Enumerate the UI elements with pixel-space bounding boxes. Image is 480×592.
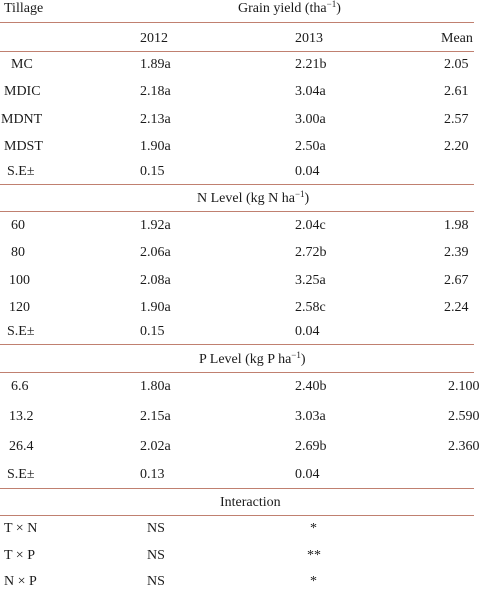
row-label: 13.2 — [9, 409, 34, 424]
value-2012: 0.13 — [140, 467, 165, 482]
value-mean: 2.24 — [444, 300, 469, 315]
tillage-column-header: Tillage — [4, 1, 44, 16]
n-level-title — [197, 190, 309, 208]
year-2013-header: 2013 — [295, 31, 323, 46]
value-2013: 3.04a — [295, 84, 326, 99]
value-mean: 2.20 — [444, 139, 469, 154]
section-divider — [0, 211, 474, 212]
value-2012: 2.13a — [140, 112, 171, 127]
years-divider — [0, 51, 474, 52]
grain-yield-text: Grain yield (tha — [238, 1, 327, 16]
p-level-close-paren: ) — [300, 352, 306, 367]
row-label: 120 — [9, 300, 30, 315]
value-2013: 2.58c — [295, 300, 326, 315]
row-label: 80 — [11, 245, 25, 260]
header-divider — [0, 22, 474, 23]
value-mean: 2.67 — [444, 273, 469, 288]
section-divider — [0, 372, 474, 373]
value-2013: 0.04 — [295, 164, 320, 179]
value-2012: NS — [147, 574, 165, 589]
row-label: MDIC — [4, 84, 41, 99]
row-label: 26.4 — [9, 439, 34, 454]
value-2013: 3.25a — [295, 273, 326, 288]
p-level-unit-exponent: −1 — [291, 350, 301, 360]
value-2013: 0.04 — [295, 467, 320, 482]
p-level-text: P Level (kg P ha — [199, 352, 292, 367]
value-2013: ** — [307, 548, 321, 563]
value-2012: 0.15 — [140, 324, 165, 339]
grain-yield-unit-exponent: −1 — [326, 0, 337, 9]
value-2013: 2.40b — [295, 379, 327, 394]
section-divider — [0, 515, 474, 516]
value-2013: 2.21b — [295, 57, 327, 72]
row-label: 60 — [11, 218, 25, 233]
year-2012-header: 2012 — [140, 31, 168, 46]
value-mean: 1.98 — [444, 218, 469, 233]
section-divider — [0, 344, 474, 345]
value-2012: 1.90a — [140, 139, 171, 154]
interaction-title: Interaction — [220, 495, 281, 510]
value-2012: 2.08a — [140, 273, 171, 288]
value-2012: 1.80a — [140, 379, 171, 394]
row-label: 100 — [9, 273, 30, 288]
row-label: T × N — [4, 521, 38, 536]
value-2013: 2.72b — [295, 245, 327, 260]
value-2012: 1.90a — [140, 300, 171, 315]
row-label: S.E± — [7, 467, 35, 482]
value-mean: 2.100 — [448, 379, 480, 394]
grain-yield-header — [238, 0, 341, 18]
value-2013: 2.04c — [295, 218, 326, 233]
value-2013: 0.04 — [295, 324, 320, 339]
value-mean: 2.57 — [444, 112, 469, 127]
p-level-title — [199, 351, 306, 369]
section-divider — [0, 184, 474, 185]
value-2013: * — [310, 521, 317, 536]
row-label: 6.6 — [11, 379, 29, 394]
row-label: N × P — [4, 574, 37, 589]
row-label: S.E± — [7, 164, 35, 179]
value-mean: 2.360 — [448, 439, 480, 454]
mean-header: Mean — [441, 31, 473, 46]
n-level-unit-exponent: −1 — [294, 189, 305, 199]
value-2012: 1.92a — [140, 218, 171, 233]
value-2013: 3.03a — [295, 409, 326, 424]
value-mean: 2.590 — [448, 409, 480, 424]
n-level-close-paren: ) — [304, 191, 310, 206]
row-label: MC — [11, 57, 33, 72]
grain-yield-close-paren: ) — [336, 1, 341, 16]
value-2012: 2.15a — [140, 409, 171, 424]
value-2012: 2.06a — [140, 245, 171, 260]
value-2012: 0.15 — [140, 164, 165, 179]
value-2013: 2.50a — [295, 139, 326, 154]
section-divider — [0, 488, 474, 489]
value-2013: 2.69b — [295, 439, 327, 454]
value-2012: 2.18a — [140, 84, 171, 99]
value-2012: NS — [147, 521, 165, 536]
value-mean: 2.39 — [444, 245, 469, 260]
value-2013: 3.00a — [295, 112, 326, 127]
value-2012: 2.02a — [140, 439, 171, 454]
row-label: MDNT — [1, 112, 43, 127]
row-label: MDST — [4, 139, 43, 154]
value-2012: 1.89a — [140, 57, 171, 72]
row-label: S.E± — [7, 324, 35, 339]
value-2013: * — [310, 574, 317, 589]
value-mean: 2.61 — [444, 84, 469, 99]
value-2012: NS — [147, 548, 165, 563]
n-level-text: N Level (kg N ha — [197, 191, 295, 206]
row-label: T × P — [4, 548, 35, 563]
value-mean: 2.05 — [444, 57, 469, 72]
